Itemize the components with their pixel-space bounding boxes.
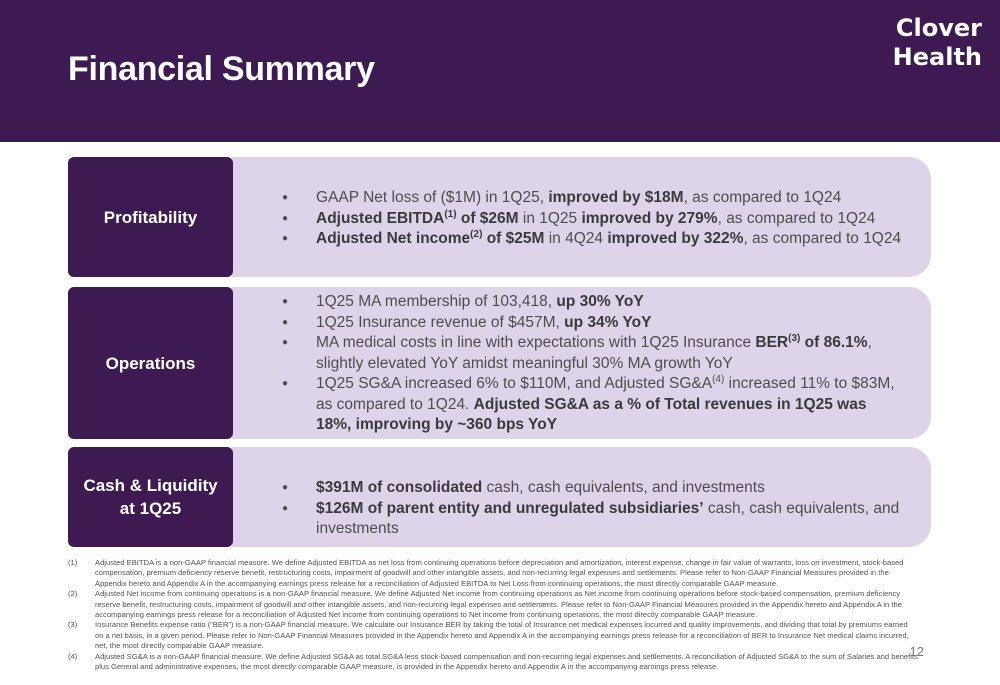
operations-bullets [282, 292, 901, 436]
list-item: ● 1Q25 SG&A increased 6% to $110M, and Adjusted $SG\&A^{(4)}$ increased 11% to $83M, as compared to 1Q24. Adjusted SG&A as a % of Total revenues in 1Q25 was 18%, improving by ~360 bps YoY [282, 374, 901, 436]
footnote-1: (1) Adjusted EBITDA is a non-GAAP financial measure. We define Adjusted EBITDA as net loss from continuing operations before depreciation and amortization, interest expense, change in fair value of warrants, loss on investment, stock-based compensation, premium deficiency reserve benefit, restructuring costs, impairment of goodwill and other intangible assets, and non-recurring legal expenses and settlements. Please refer to Non-GAAP Financial Measures provided in the Appendix hereto and Appendix A in the accompanying earnings press release for a reconciliation of Adjusted EBITDA to Net Loss from continuing operations, the most directly comparable GAAP measure. [68, 558, 904, 588]
operations-panel [232, 287, 931, 439]
profitability-panel [232, 157, 931, 277]
header-banner [0, 0, 1000, 142]
clover-health-logo [893, 14, 982, 72]
cash-liquidity-bullets [282, 478, 921, 540]
footnote-3: (3) Insurance Benefits expense ratio (“BER”) is a non-GAAP financial measure. We calculate our Insurance BER by taking the total of Insurance net medical expenses incurred and quality improvements, and dividing that total by premiums earned on a net basis, in a given period. Please refer to Non-GAAP Financial Measures provided in the Appendix hereto and Appendix A in the accompanying earnings press release for a reconciliation of BER to Insurance Net medical claims incurred, net, the most directly comparable GAAP measure. [68, 620, 909, 651]
list-item: ● 1Q25 Insurance revenue of $457M, up 34% YoY [282, 313, 901, 334]
list-item: ● Adjusted Net income$^{(2)}$ of $25M in 4Q24 improved by 322%, as compared to 1Q24 [282, 229, 921, 250]
logo-line-1: Clover [895, 14, 982, 42]
footnote-4: (4) Adjusted SG&A is a non-GAAP financial measure. We define Adjusted SG&A as total SG&A less stock-based compensation and non-recurring legal expenses and settlements. A reconciliation of Adjusted SG&A to the sum of Salaries and benefits plus General and administrative expenses, the most directly comparable GAAP measure, is provided in the Appendix hereto and Appendix A in the accompanying earnings press release. [68, 651, 918, 672]
cash-liquidity-label: Cash & Liquidity at 1Q25 [68, 447, 233, 547]
operations-label: Operations [68, 287, 233, 439]
list-item: ● Adjusted EBITDA$^{(1)}$ of $26M in 1Q25 improved by 279%, as compared to 1Q24 [282, 209, 921, 230]
list-item: ● $391M of consolidated cash, cash equivalents, and investments [282, 478, 921, 499]
footnotes [68, 558, 918, 672]
page-title: Financial Summary [68, 50, 375, 88]
list-item: ● 1Q25 MA membership of 103,418, up 30% YoY [282, 292, 901, 313]
logo-line-2: Health [892, 43, 982, 71]
profitability-label: Profitability [68, 157, 233, 277]
list-item: ● MA medical costs in line with expectations with 1Q25 Insurance BER$^{(3)}$ of 86.1%, slightly elevated YoY amidst meaningful 30% MA growth YoY [282, 333, 901, 374]
profitability-bullets [282, 188, 921, 250]
list-item: ● $126M of parent entity and unregulated subsidiaries’ cash, cash equivalents, and investments [282, 499, 921, 540]
page-number: 12 [909, 644, 924, 659]
list-item: ● GAAP Net loss of ($1M) in 1Q25, improved by $18M, as compared to 1Q24 [282, 188, 921, 209]
footnote-2: (2) Adjusted Net income from continuing operations is a non-GAAP financial measure. We define Adjusted Net income from continuing operations as Net income from continuing operations before stock-based compensation, premium deficiency reserve benefit, restructuring costs, impairment of goodwill and other intangible assets, and non-recurring legal expenses and settlements. Please refer to Non-GAAP Financial Measures provided in the Appendix hereto and Appendix A in the accompanying earnings press release for a reconciliation of Adjusted Net income from continuing operations to Net income from continuing operations, the most directly comparable GAAP measure. [68, 589, 902, 620]
cash-liquidity-panel [232, 447, 931, 547]
